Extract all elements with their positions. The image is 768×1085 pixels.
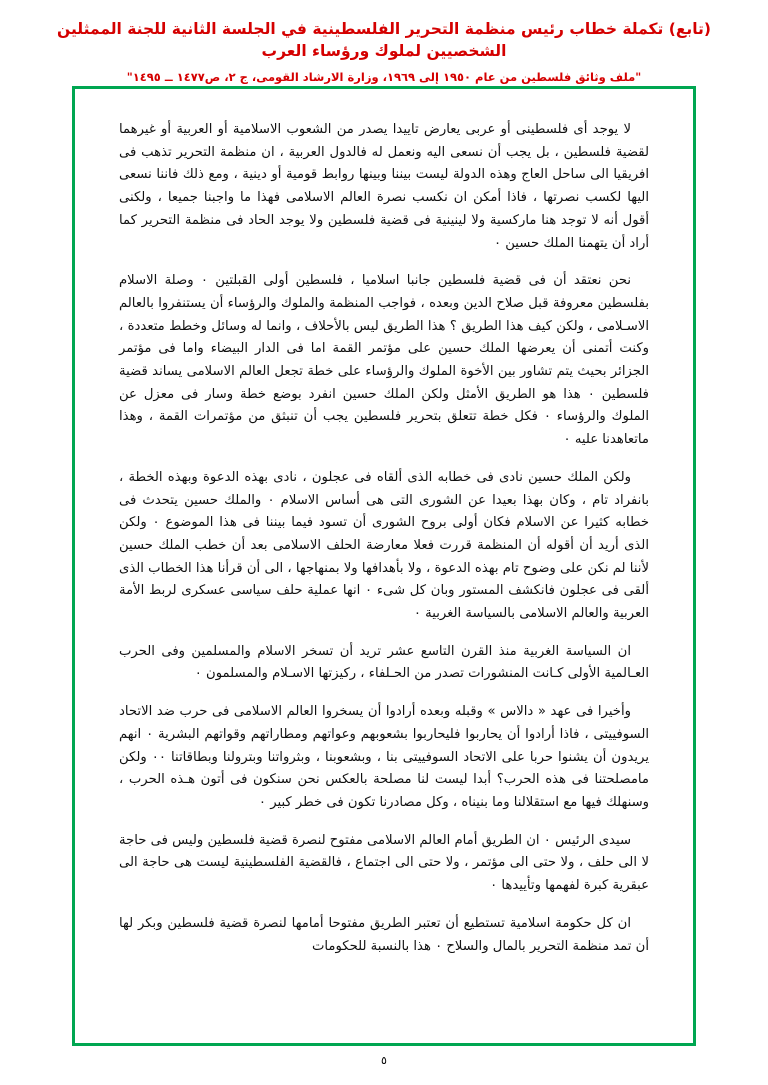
content-frame bbox=[72, 86, 696, 1046]
document-body bbox=[75, 89, 693, 978]
paragraph: ولكن الملك حسين نادى فى خطابه الذى ألقاه فى عجلون ، نادى بهذه الدعوة وبهذه الخطة ، بانفراد تام ، وكان بهذا بعيدا عن الشورى التى هى أساس الاسلام ٠ والملك حسين يتحدث فى خطابه كثيرا عن الاسلام فكان أولى بروح الشورى أن تسود فيما بيننا فى هذا الموضوع ٠ ولكن الذى أريد أن أقوله أن المنظمة قررت فعلا معارضة الحلف الاسلامى بعد أن خطب الملك حسين لأننا لم نكن على وضوح تام بهذه الدعوة ، ولا بأهدافها ولا بمنهاجها ، الى أن قرأنا هذا الخطاب الذى ألقى فى عجلون فانكشف المستور وبان كل شىء ٠ انها عملية حلف سياسى عسكرى لربط الأمة العربية والعالم الاسلامى بالسياسة الغربية ٠ bbox=[119, 469, 650, 622]
page-number: ٥ bbox=[381, 1054, 387, 1067]
paragraph: نحن نعتقد أن فى قضية فلسطين جانبا اسلاميا ، فلسطين أولى القبلتين ٠ وصلة الاسلام بفلسطين معروفة قبل صلاح الدين وبعده ، فواجب المنظمة والملوك والرؤساء أن يستنفروا بالعالم الاسـلامى ، ولكن كيف هذا الطريق ؟ هذا الطريق ليس بالأحلاف ، وانما له وسائل وخطط متعددة ، وكنت أتمنى أن يعرضها الملك حسين على مؤتمر القمة اما فى الدار البيضاء واما فى مؤتمر الجزائر بحيث يتم تشاور بين الأخوة الملوك والرؤساء على خطة تجعل العالم الاسلامى يساند قضية فلسطين ٠ هذا هو الطريق الأمثل ولكن الملك حسين انفرد بوضع خطة وسار فى معزل عن الملوك والرؤساء ٠ فكل خطة تتعلق بتحرير فلسطين يجب أن تنبثق من مؤتمرات القمة ، وهذا ماتعاهدنا عليه ٠ bbox=[119, 273, 649, 448]
paragraph: ان كل حكومة اسلامية تستطيع أن تعتبر الطريق مفتوحا أمامها لنصرة قضية فلسطين وبكر لها أن تمد منظمة التحرير بالمال والسلاح ٠ هذا بالنسبة للحكومات bbox=[119, 915, 649, 954]
document-header bbox=[0, 0, 768, 86]
paragraph: لا يوجد أى فلسطينى أو عربى يعارض تاييدا يصدر من الشعوب الاسلامية أو العربية أو غيرهما لقضية فلسطين ، بل يجب أن نسعى اليه ونعمل له فالدول العربية ، ان منظمة التحرير تذهب فى افريقيا الى ساحل العاج وهذه الدولة ليست بيننا وبينها روابط قومية أو دينية ، ومع ذلك فاننا نسعى اليها لكسب نصرتها ، فاذا أمكن ان نكسب نصرة العالم الاسلامى فهذا ما واجبنا جميعا ، ولكنى أقول أنه لا توجد هنا ماركسية ولا لينينية فى قضية فلسطين ولا يوجد الحاد فى منظمة التحرير كما أراد أن يتهمنا الملك حسين ٠ bbox=[119, 122, 649, 251]
header-title: (تابع) تكملة خطاب رئيس منظمة التحرير الفلسطينية في الجلسة الثانية للجنة الممثلين الشخصيين لملوك ورؤساء العرب bbox=[57, 20, 711, 61]
paragraph: وأخيرا فى عهد « دالاس » وقبله وبعده أرادوا أن يسخروا العالم الاسلامى فى حرب ضد الاتحاد السوفييتى ، فاذا أرادوا أن يحاربوا فليحاربوا بشعوبهم وعواتهم ومطاراتهم وقواتهم البشرية ٠ انهم يريدون أن يشنوا حربا على الاتحاد السوفييتى بنا ، وبشعوبنا ، وبثرواتنا وبترولنا وبطاقاتنا ٠٠ ولكن مامصلحتنا فى هذه الحرب؟ أبدا ليست لنا مصلحة بالعكس نحن سنكون فى أتون هـذه الحرب ، وسنهلك فيها مع استقلالنا وما بنيناه ، وكل مصادرنا تكون فى خطر كبير ٠ bbox=[119, 704, 649, 810]
paragraph: سيدى الرئيس ٠ ان الطريق أمام العالم الاسلامى مفتوح لنصرة قضية فلسطين وليس فى حاجة لا الى حلف ، ولا حتى الى مؤتمر ، ولا حتى الى اجتماع ، فالقضية الفلسطينية ليست هى حاجة الى عبقرية كبرة لفهمها وتأييدها ٠ bbox=[119, 832, 649, 894]
paragraph: ان السياسة الغربية منذ القرن التاسع عشر تريد أن تسخر الاسلام والمسلمين وفى الحرب العـالمية الأولى كـانت المنشورات تصدر من الحـلفاء ، ركيزتها الاسـلام والمسلمون ٠ bbox=[119, 643, 649, 682]
header-source-citation: "ملف وثائق فلسطين من عام ١٩٥٠ إلى ١٩٦٩، وزارة الارشاد القومى، ج ٢، ص١٤٧٧ ــ ١٤٩٥" bbox=[126, 69, 642, 84]
